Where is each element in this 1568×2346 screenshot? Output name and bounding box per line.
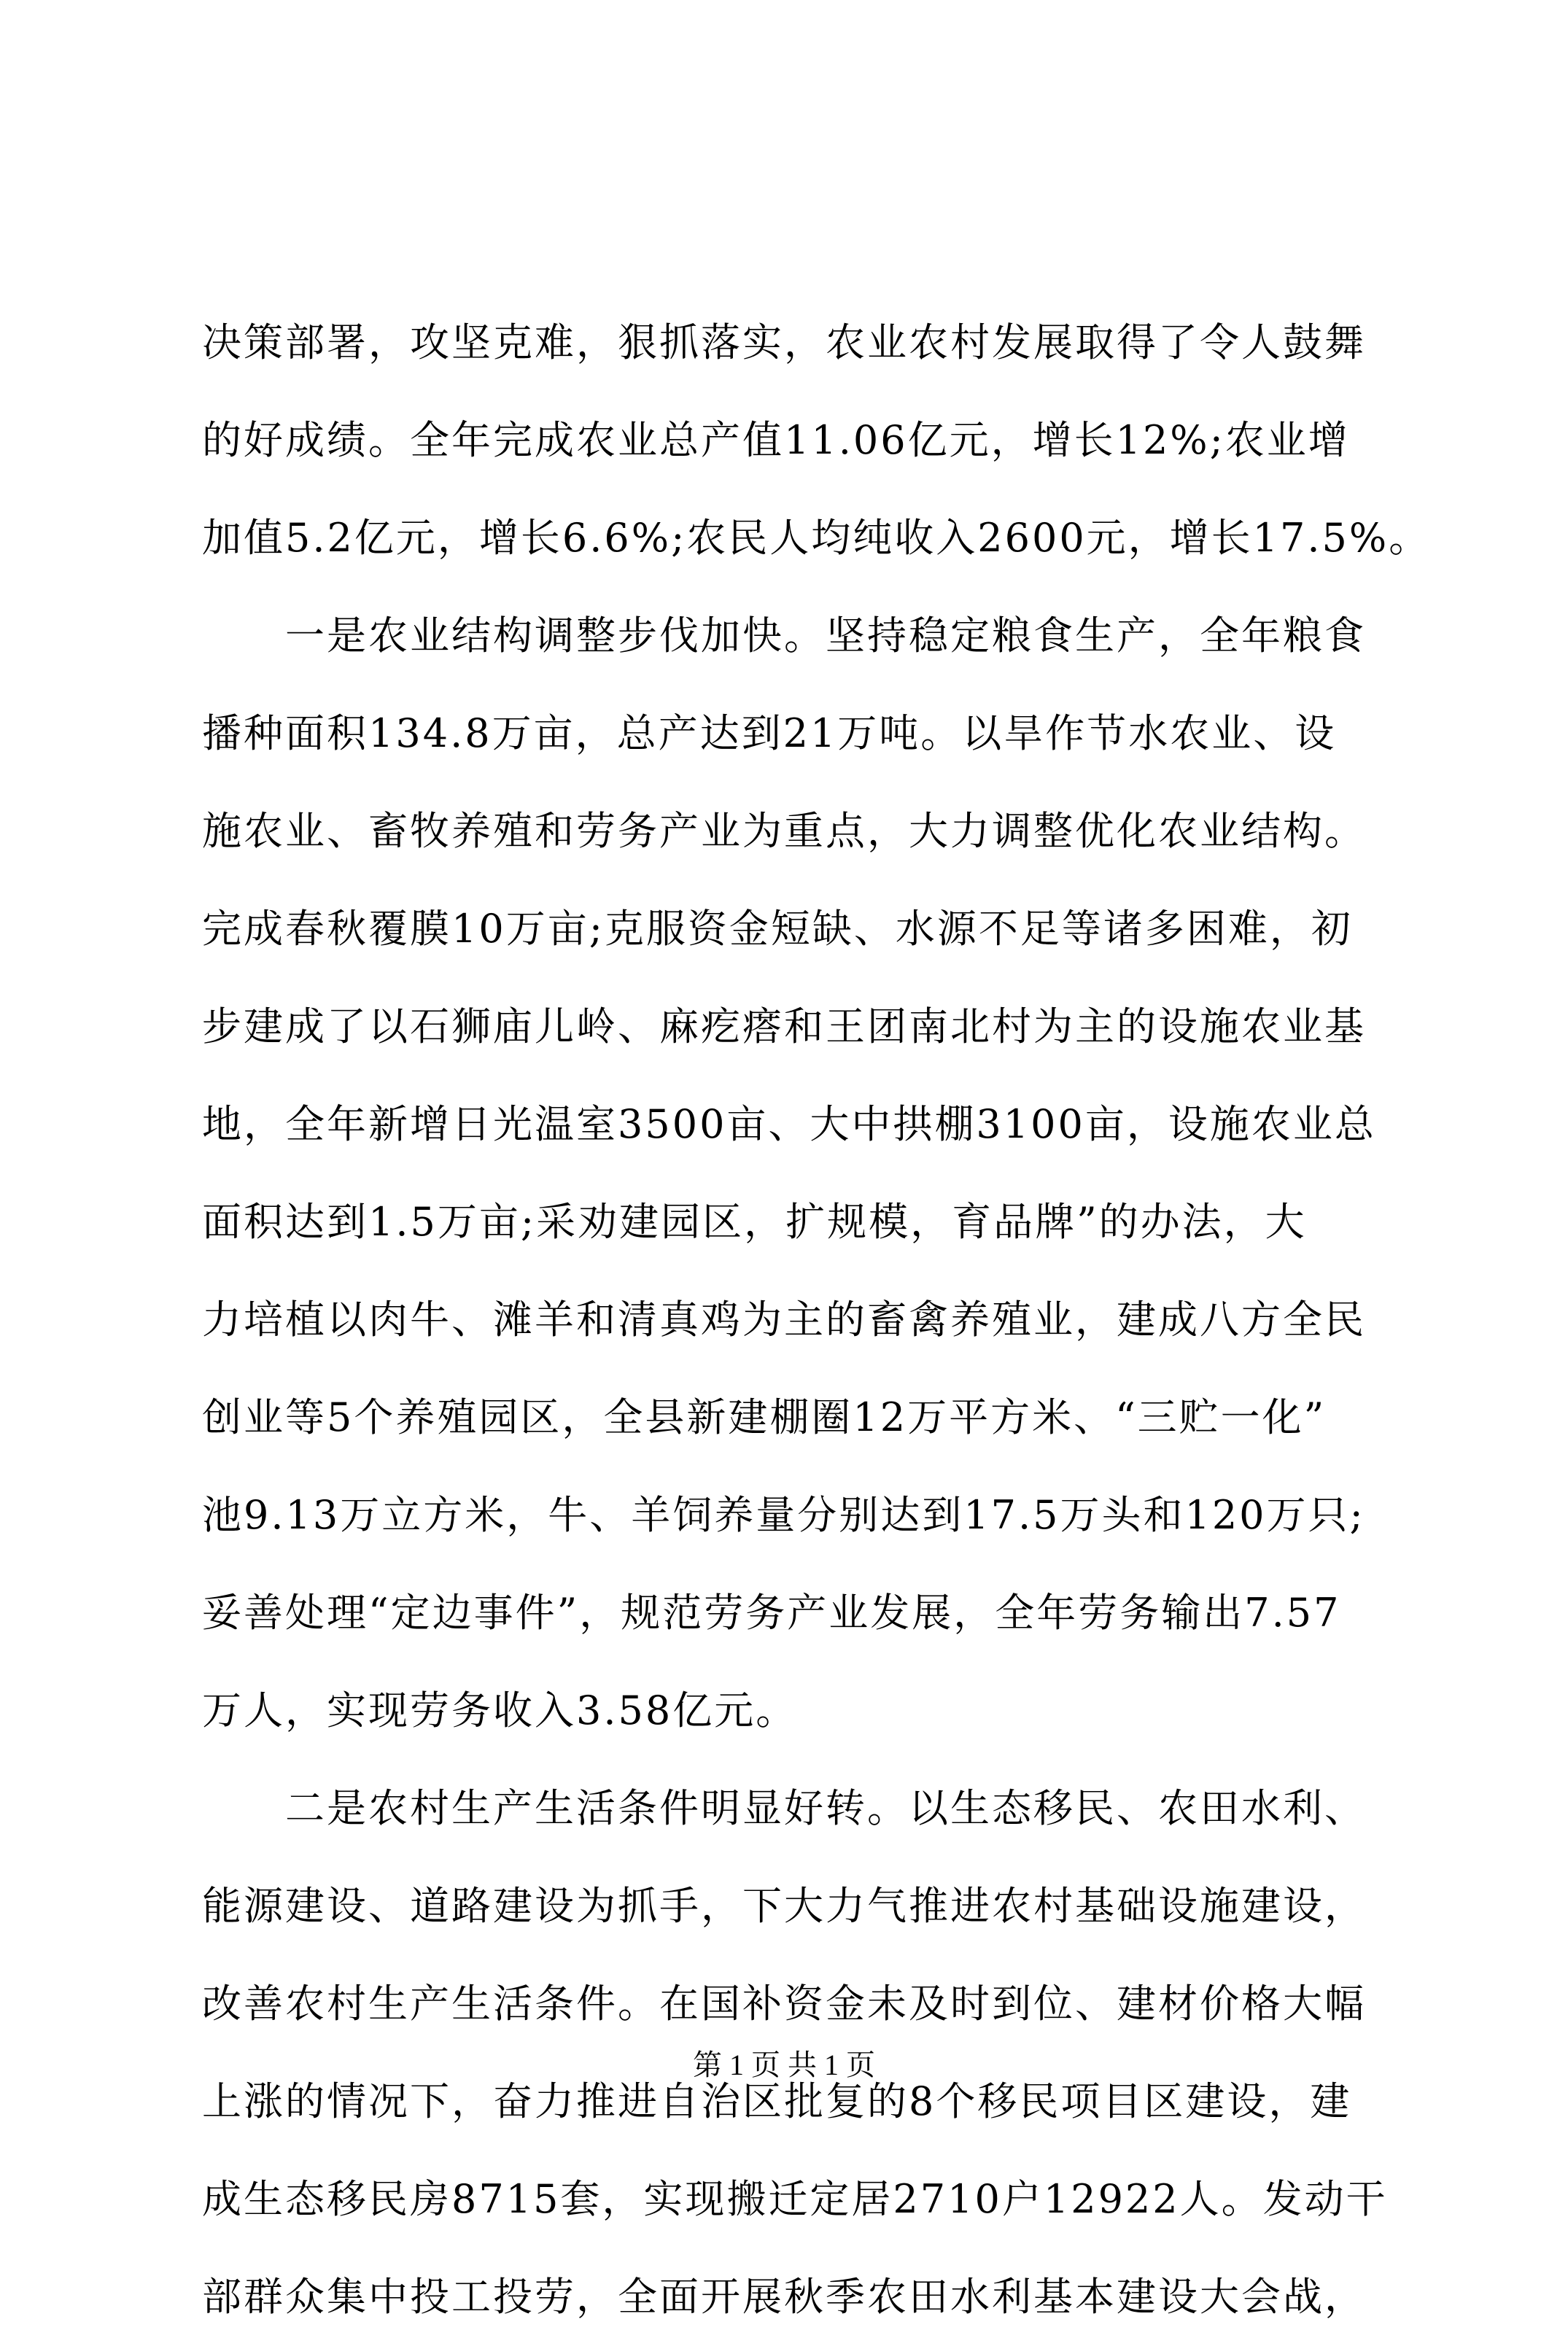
text-line: 万人，实现劳务收入3.58亿元。 (202, 1687, 798, 1733)
text-line: 池9.13万立方米，牛、羊饲养量分别达到17.5万头和120万只; (202, 1492, 1365, 1538)
text-line: 播种面积134.8万亩，总产达到21万吨。以旱作节水农业、设 (202, 710, 1337, 756)
paragraph-start-line: 二是农村生产生活条件明显好转。以生态移民、农田水利、 (202, 1785, 1366, 1831)
text-line: 施农业、畜牧养殖和劳务产业为重点，大力调整优化农业结构。 (202, 808, 1366, 854)
text-line: 成生态移民房8715套，实现搬迁定居2710户12922人。发动干 (202, 2176, 1388, 2222)
text-line: 力培植以肉牛、滩羊和清真鸡为主的畜禽养殖业，建成八方全民 (202, 1297, 1366, 1343)
text-line: 部群众集中投工投劳，全面开展秋季农田水利基本建设大会战， (202, 2274, 1366, 2320)
text-line: 面积达到1.5万亩;采劝建园区，扩规模，育品牌”的办法，大 (202, 1199, 1307, 1245)
text-line: 完成春秋覆膜10万亩;克服资金短缺、水源不足等诸多困难，初 (202, 906, 1353, 952)
page-number-label: 第 1 页 共 1 页 (693, 2048, 875, 2081)
document-body (202, 294, 1431, 2346)
paragraph-start-line: 一是农业结构调整步伐加快。坚持稳定粮食生产，全年粮食 (202, 613, 1366, 659)
text-line: 地，全年新增日光温室3500亩、大中拱棚3100亩，设施农业总 (202, 1101, 1376, 1147)
page-footer (0, 2048, 1568, 2083)
text-line: 上涨的情况下，奋力推进自治区批复的8个移民项目区建设，建 (202, 2078, 1352, 2124)
text-line: 决策部署，攻坚克难，狠抓落实，农业农村发展取得了令人鼓舞 (202, 319, 1366, 365)
text-line: 的好成绩。全年完成农业总产值11.06亿元，增长12%;农业增 (202, 417, 1350, 463)
text-line: 步建成了以石狮庙儿岭、麻疙瘩和王团南北村为主的设施农业基 (202, 1003, 1366, 1049)
text-line: 能源建设、道路建设为抓手，下大力气推进农村基础设施建设， (202, 1883, 1366, 1929)
text-line: 妥善处理“定边事件”，规范劳务产业发展，全年劳务输出7.57 (202, 1590, 1341, 1636)
text-line: 加值5.2亿元，增长6.6%;农民人均纯收入2600元，增长17.5%。 (202, 515, 1431, 561)
text-line: 创业等5个养殖园区，全县新建棚圈12万平方米、“三贮一化” (202, 1394, 1327, 1440)
text-line: 改善农村生产生活条件。在国补资金未及时到位、建材价格大幅 (202, 1981, 1366, 2027)
